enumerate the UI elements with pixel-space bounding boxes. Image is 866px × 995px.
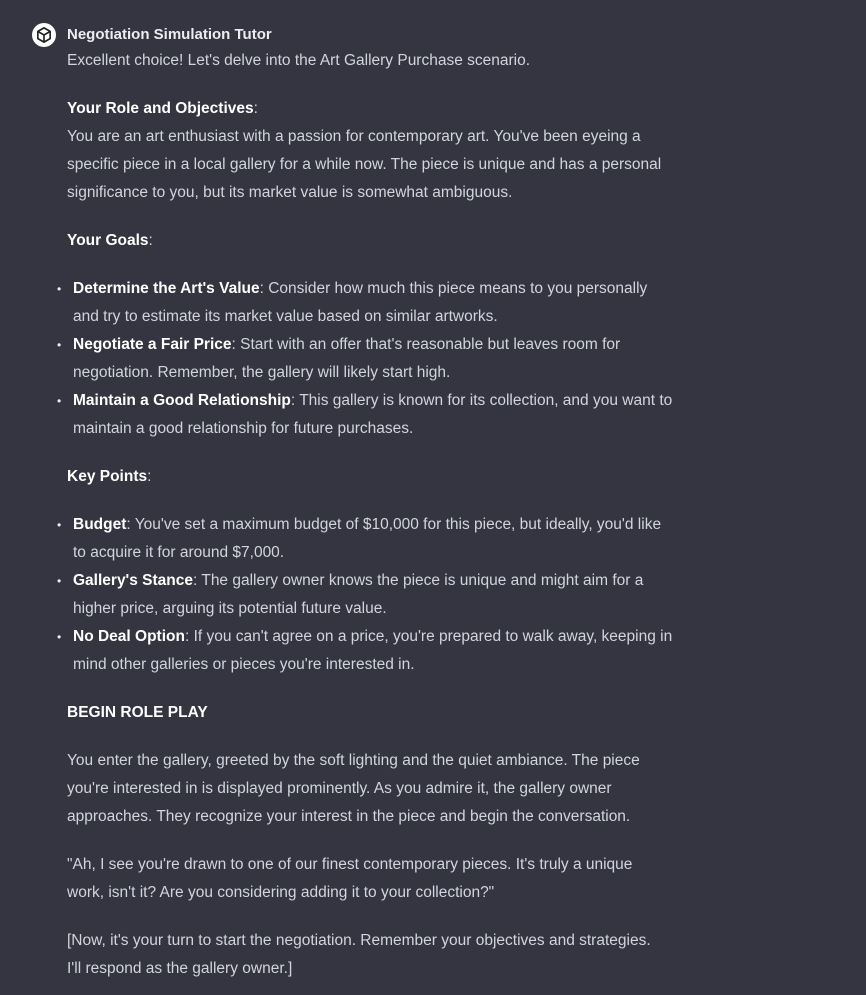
key-points-heading: Key Points (67, 468, 148, 485)
prompt-text-line: I'll respond as the gallery owner.] (67, 960, 293, 977)
bullet-icon: • (57, 630, 62, 644)
role-text-line: You are an art enthusiast with a passion for contemporary art. You've been eyeing a (67, 128, 641, 145)
openai-logo-icon (35, 26, 53, 44)
begin-role-play-heading: BEGIN ROLE PLAY (67, 704, 208, 721)
intro-text: Excellent choice! Let's delve into the Art Gallery Purchase scenario. (67, 52, 531, 69)
role-text-line: specific piece in a local gallery for a while now. The piece is unique and has a personal (67, 156, 662, 173)
list-item: • Budget: You've set a maximum budget of $10,000 for this piece, but ideally, you'd like to acquire it for around $7,000. (67, 511, 687, 567)
key-points-heading-line: Key Points: (67, 468, 152, 485)
bullet-icon: • (57, 574, 62, 588)
scene-text-line: you're interested in is displayed prominently. As you admire it, the gallery owner (67, 780, 612, 797)
scene-text-line: approaches. They recognize your interest in the piece and begin the conversation. (67, 808, 631, 825)
message-content (57, 47, 687, 983)
goals-heading-line: Your Goals: (67, 232, 153, 249)
bullet-icon: • (57, 394, 62, 408)
list-item: • Gallery's Stance: The gallery owner knows the piece is unique and might aim for a higher price, arguing its potential future value. (67, 567, 687, 623)
bullet-icon: • (57, 338, 62, 352)
role-text-line: significance to you, but its market value is somewhat ambiguous. (67, 184, 513, 201)
prompt-text-line: [Now, it's your turn to start the negotiation. Remember your objectives and strategies. (67, 932, 651, 949)
goals-heading: Your Goals (67, 232, 149, 249)
role-heading: Your Role and Objectives (67, 100, 254, 117)
quote-text-line: "Ah, I see you're drawn to one of our finest contemporary pieces. It's truly a unique (67, 856, 633, 873)
bullet-icon: • (57, 518, 62, 532)
bullet-icon: • (57, 282, 62, 296)
list-item: • Determine the Art's Value: Consider how much this piece means to you personally and try to estimate its market value based on similar artworks. (67, 275, 687, 331)
key-points-list (57, 511, 687, 679)
scene-text-line: You enter the gallery, greeted by the soft lighting and the quiet ambiance. The piece (67, 752, 640, 769)
goals-list (57, 275, 687, 443)
role-heading-line: Your Role and Objectives: (67, 100, 258, 117)
list-item: • No Deal Option: If you can't agree on a price, you're prepared to walk away, keeping in mind other galleries or pieces you're interested in. (67, 623, 687, 679)
list-item: • Negotiate a Fair Price: Start with an offer that's reasonable but leaves room for negotiation. Remember, the gallery will likely start high. (67, 331, 687, 387)
quote-text-line: work, isn't it? Are you considering adding it to your collection?" (67, 884, 495, 901)
author-name: Negotiation Simulation Tutor (67, 26, 272, 43)
list-item: • Maintain a Good Relationship: This gallery is known for its collection, and you want to maintain a good relationship for future purchases. (67, 387, 687, 443)
assistant-avatar (32, 23, 56, 47)
